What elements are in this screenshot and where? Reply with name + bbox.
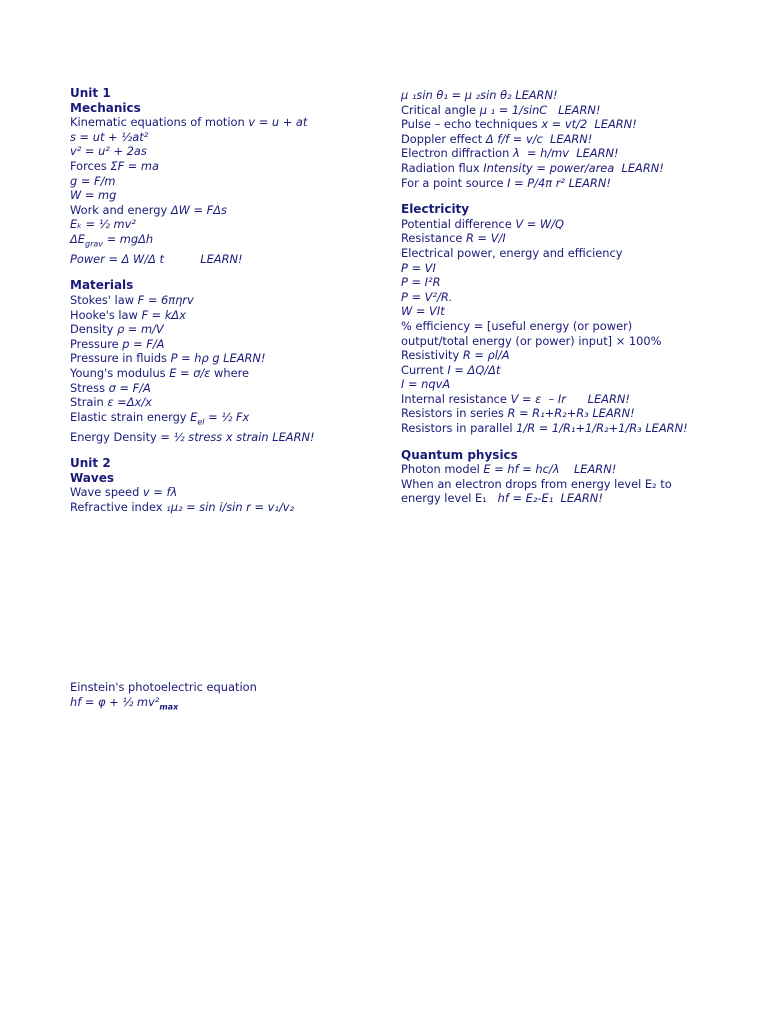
point-source-line: For a point source I = P/4π r² LEARN!: [401, 175, 611, 190]
power-v2r-eq: P = V²/R.: [401, 289, 453, 304]
gravity-eq: g = F/m: [70, 173, 116, 188]
photoelectric-section: [70, 680, 257, 714]
materials-section: [70, 278, 400, 444]
youngs-line: Young's modulus E = σ/ε where: [70, 365, 250, 380]
velocity-sq-eq: v² = u² + 2as: [70, 144, 147, 159]
kinematics-line: Kinematic equations of motion v = u + at: [70, 115, 308, 130]
snell-line: μ ₁sin θ₁ = μ ₂sin θ₂ LEARN!: [401, 88, 558, 102]
wave-speed-line: Wave speed v = fλ: [70, 485, 178, 500]
optics-section: [401, 88, 751, 190]
nqva-eq: I = nqvA: [401, 377, 451, 392]
mechanics-section: [70, 86, 400, 266]
grav-energy-eq: $\Delta E_{grav} = mg\Delta h$: [70, 231, 154, 249]
materials-heading: Materials: [70, 278, 134, 293]
mechanics-heading: Mechanics: [70, 100, 141, 115]
power-vi-eq: P = VI: [401, 260, 436, 275]
power-i2r-eq: P = I²R: [401, 275, 441, 290]
hookes-line: Hooke's law F = kΔx: [70, 307, 186, 322]
unit2-heading: Unit 2: [70, 456, 111, 471]
kinetic-energy-eq: Eₖ = ½ mv²: [70, 217, 136, 232]
power-energy-line: Electrical power, energy and efficiency: [401, 245, 623, 260]
weight-eq: W = mg: [70, 188, 117, 203]
strain-line: Strain ε =Δx/x: [70, 395, 152, 410]
electricity-section: [401, 202, 751, 436]
pulse-echo-line: Pulse – echo techniques x = vt/2 LEARN!: [401, 117, 637, 132]
resistance-line: Resistance R = V/I: [401, 231, 506, 246]
work-energy-line: Work and energy ΔW = FΔs: [70, 202, 227, 217]
energy-level-line: energy level E₁ hf = E₂-E₁ LEARN!: [401, 491, 603, 506]
efficiency-line-1: % efficiency = [useful energy (or power): [401, 318, 633, 333]
efficiency-line-2: output/total energy (or power) input] × 100%: [401, 333, 662, 348]
displacement-eq: s = ut + ½at²: [70, 129, 149, 144]
unit1-heading: Unit 1: [70, 86, 111, 100]
quantum-heading: Quantum physics: [401, 447, 518, 462]
electron-diffraction-line: Electron diffraction λ = h/mv LEARN!: [401, 146, 619, 161]
series-resistors-line: Resistors in series R = R₁+R₂+R₃ LEARN!: [401, 406, 635, 421]
stress-line: Stress σ = F/A: [70, 380, 151, 395]
parallel-resistors-line: Resistors in parallel 1/R = 1/R₁+1/R₂+1/R₃ LEARN!: [401, 421, 688, 436]
waves-section: [70, 456, 400, 514]
doppler-line: Doppler effect Δ f/f = v/c LEARN!: [401, 131, 593, 146]
critical-angle-line: Critical angle μ ₁ = 1/sinC LEARN!: [401, 102, 601, 117]
power-eq: Power = Δ W/Δ t LEARN!: [70, 251, 243, 266]
photoelectric-heading: Einstein's photoelectric equation: [70, 680, 257, 694]
density-line: Density ρ = m/V: [70, 322, 164, 337]
radiation-flux-line: Radiation flux Intensity = power/area LEARN!: [401, 160, 664, 175]
forces-line: Forces ΣF = ma: [70, 158, 159, 173]
quantum-section: [401, 448, 751, 506]
energy-vit-eq: W = VIt: [401, 304, 445, 319]
electron-drop-line: When an electron drops from energy level E₂ to: [401, 476, 672, 491]
internal-resistance-line: Internal resistance V = ε – Ir LEARN!: [401, 391, 630, 406]
resistivity-line: Resistivity R = ρl/A: [401, 348, 510, 363]
pressure-line: Pressure p = F/A: [70, 336, 165, 351]
energy-density-line: Energy Density = ½ stress x strain LEARN!: [70, 429, 315, 444]
stokes-line: Stokes' law F = 6πηrv: [70, 293, 194, 307]
refractive-index-line: Refractive index ₁μ₂ = sin i/sin r = v₁/v₂: [70, 500, 295, 514]
electricity-heading: Electricity: [401, 202, 470, 217]
current-line: Current I = ΔQ/Δt: [401, 362, 501, 377]
left-column: [70, 86, 400, 515]
photon-model-line: Photon model E = hf = hc/λ LEARN!: [401, 462, 617, 477]
potential-difference-line: Potential difference V = W/Q: [401, 216, 564, 231]
waves-heading: Waves: [70, 470, 115, 485]
fluid-pressure-line: Pressure in fluids P = hρ g LEARN!: [70, 351, 266, 366]
right-column: [401, 88, 751, 506]
photoelectric-eq: hf = φ + ½ $mv^2_{max}$: [70, 694, 179, 711]
elastic-energy-line: Elastic strain energy $E_{el}$ = ½ Fx: [70, 409, 250, 427]
